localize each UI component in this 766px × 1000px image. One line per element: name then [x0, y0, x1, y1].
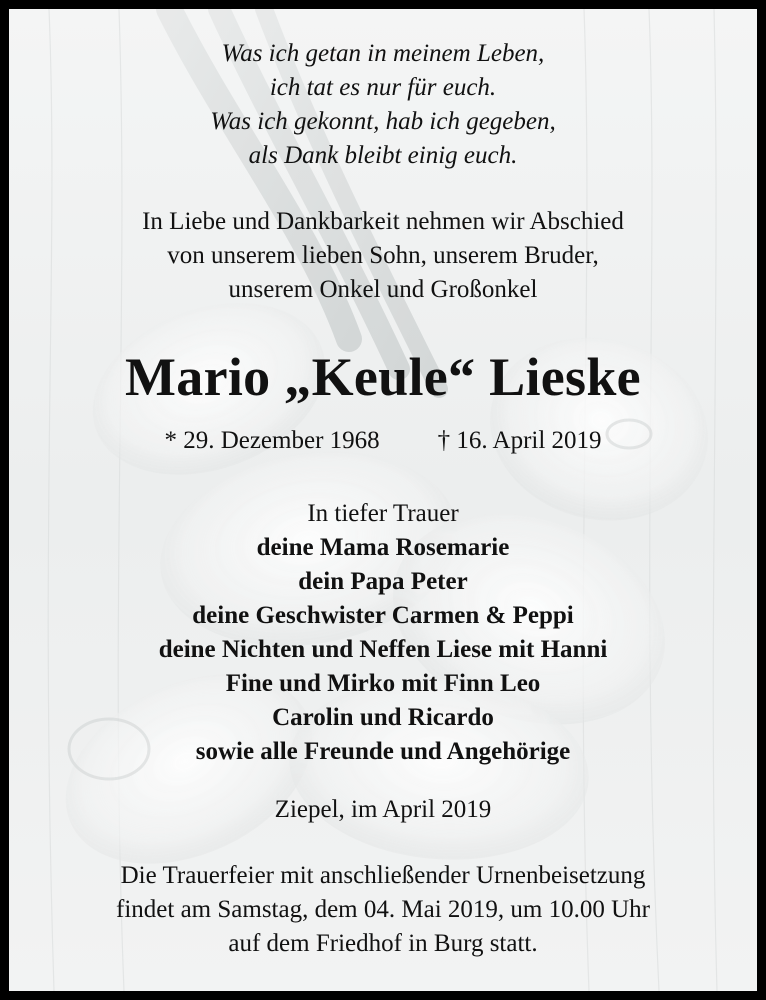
mourner-line: Carolin und Ricardo: [272, 704, 494, 731]
intro-line: unserem Onkel und Großonkel: [228, 276, 538, 303]
mourner-line: deine Mama Rosemarie: [256, 534, 510, 561]
birth-date: * 29. Dezember 1968: [164, 427, 380, 454]
mourner-line: Fine und Mirko mit Finn Leo: [225, 670, 541, 697]
mourner-line: deine Geschwister Carmen & Peppi: [192, 602, 574, 629]
intro-line: von unserem lieben Sohn, unserem Bruder,: [167, 242, 599, 269]
mourning-heading: In tiefer Trauer: [307, 500, 459, 527]
mourner-line: deine Nichten und Neffen Liese mit Hanni: [158, 636, 608, 663]
mourner-line: sowie alle Freunde und Angehörige: [195, 738, 571, 765]
deceased-name: Mario „Keule“ Lieske: [125, 347, 641, 407]
funeral-info-line: Die Trauerfeier mit anschließender Urnenbeisetzung: [120, 862, 646, 889]
poem-line: Was ich getan in meinem Leben,: [221, 40, 545, 67]
obituary-content: [9, 9, 757, 991]
poem-line: Was ich gekonnt, hab ich gegeben,: [210, 108, 556, 135]
life-dates: [9, 424, 757, 458]
poem-line: als Dank bleibt einig euch.: [248, 142, 518, 169]
funeral-info-line: findet am Samstag, dem 04. Mai 2019, um 10.00 Uhr: [116, 896, 650, 923]
mourner-line: dein Papa Peter: [298, 568, 468, 595]
poem-line: ich tat es nur für euch.: [269, 74, 497, 101]
death-date: † 16. April 2019: [437, 427, 602, 454]
place-date: Ziepel, im April 2019: [274, 796, 492, 823]
funeral-info-line: auf dem Friedhof in Burg statt.: [228, 930, 538, 957]
intro-line: In Liebe und Dankbarkeit nehmen wir Abschied: [142, 208, 624, 235]
